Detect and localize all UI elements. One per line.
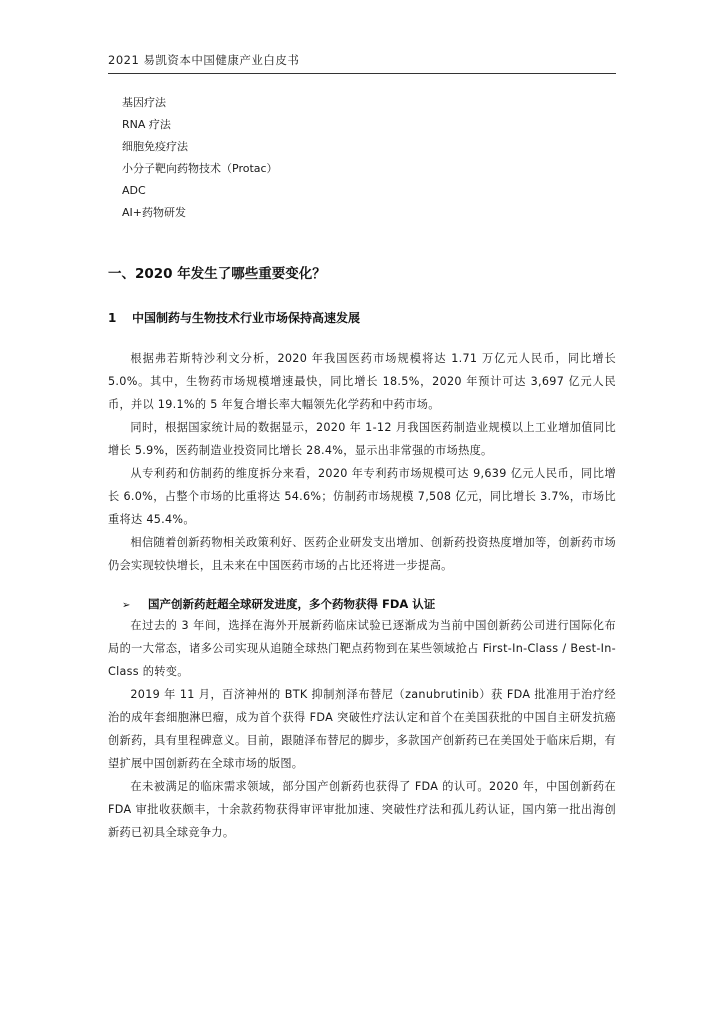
page-header: 2021 易凯资本中国健康产业白皮书 <box>108 52 616 74</box>
subsection-heading <box>108 309 360 326</box>
paragraph: 相信随着创新药物相关政策利好、医药企业研发支出增加、创新药投资热度增加等，创新药市场仍会实现较快增长，且未来在中国医药市场的占比还将进一步提高。 <box>108 536 616 572</box>
arrow-bullet-icon: ➢ <box>122 600 131 611</box>
subsection-number: 1 <box>108 311 117 325</box>
section-heading: 一、2020 年发生了哪些重要变化？ <box>108 266 326 282</box>
subsection-title: 国产创新药赶超全球研发进度，多个药物获得 FDA 认证 <box>148 597 436 611</box>
technology-list <box>122 92 278 224</box>
paragraph: 根据弗若斯特沙利文分析，2020 年我国医药市场规模将达 1.71 万亿元人民币，同比增长 5.0%。其中，生物药市场规模增速最快，同比增长 18.5%，2020 年预计可达 3,697 亿元人民币，并以 19.1%的 5 年复合增长率大幅领先化学药和中药市场。 <box>108 352 616 411</box>
subsection-title: 中国制药与生物技术行业市场保持高速发展 <box>132 311 361 325</box>
paragraph: 同时，根据国家统计局的数据显示，2020 年 1-12 月我国医药制造业规模以上工业增加值同比增长 5.9%，医药制造业投资同比增长 28.4%，显示出非常强的市场热度。 <box>108 421 616 457</box>
list-item: ADC <box>122 184 146 197</box>
list-item: 基因疗法 <box>122 96 166 109</box>
paragraph: 2019 年 11 月，百济神州的 BTK 抑制剂泽布替尼（zanubrutinib）获 FDA 批准用于治疗经治的成年套细胞淋巴瘤，成为首个获得 FDA 突破性疗法认定和首个在美国获批的中国自主研发抗癌创新药，具有里程碑意义。目前，跟随泽布替尼的脚步，多款国产创新药已在美国处于临床后期，有望扩展中国创新药在全球市场的版图。 <box>108 688 616 770</box>
subsection-heading <box>122 596 435 612</box>
paragraph: 从专利药和仿制药的维度拆分来看，2020 年专利药市场规模可达 9,639 亿元人民币，同比增长 6.0%，占整个市场的比重将达 54.6%；仿制药市场规模 7,508 亿元，同比增长 3.7%，市场比重将达 45.4%。 <box>108 467 616 526</box>
list-item: 小分子靶向药物技术（Protac） <box>122 162 278 175</box>
list-item: AI+药物研发 <box>122 206 186 219</box>
paragraph: 在过去的 3 年间，选择在海外开展新药临床试验已逐渐成为当前中国创新药公司进行国际化布局的一大常态，诸多公司实现从追随全球热门靶点药物到在某些领域抢占 First-In-Class / Best-In-Class 的转变。 <box>108 619 616 678</box>
paragraph: 在未被满足的临床需求领域，部分国产创新药也获得了 FDA 的认可。2020 年，中国创新药在 FDA 审批收获颇丰，十余款药物获得审评审批加速、突破性疗法和孤儿药认证，国内第一批出海创新药已初具全球竞争力。 <box>108 780 616 839</box>
list-item: RNA 疗法 <box>122 118 171 131</box>
list-item: 细胞免疫疗法 <box>122 140 188 153</box>
